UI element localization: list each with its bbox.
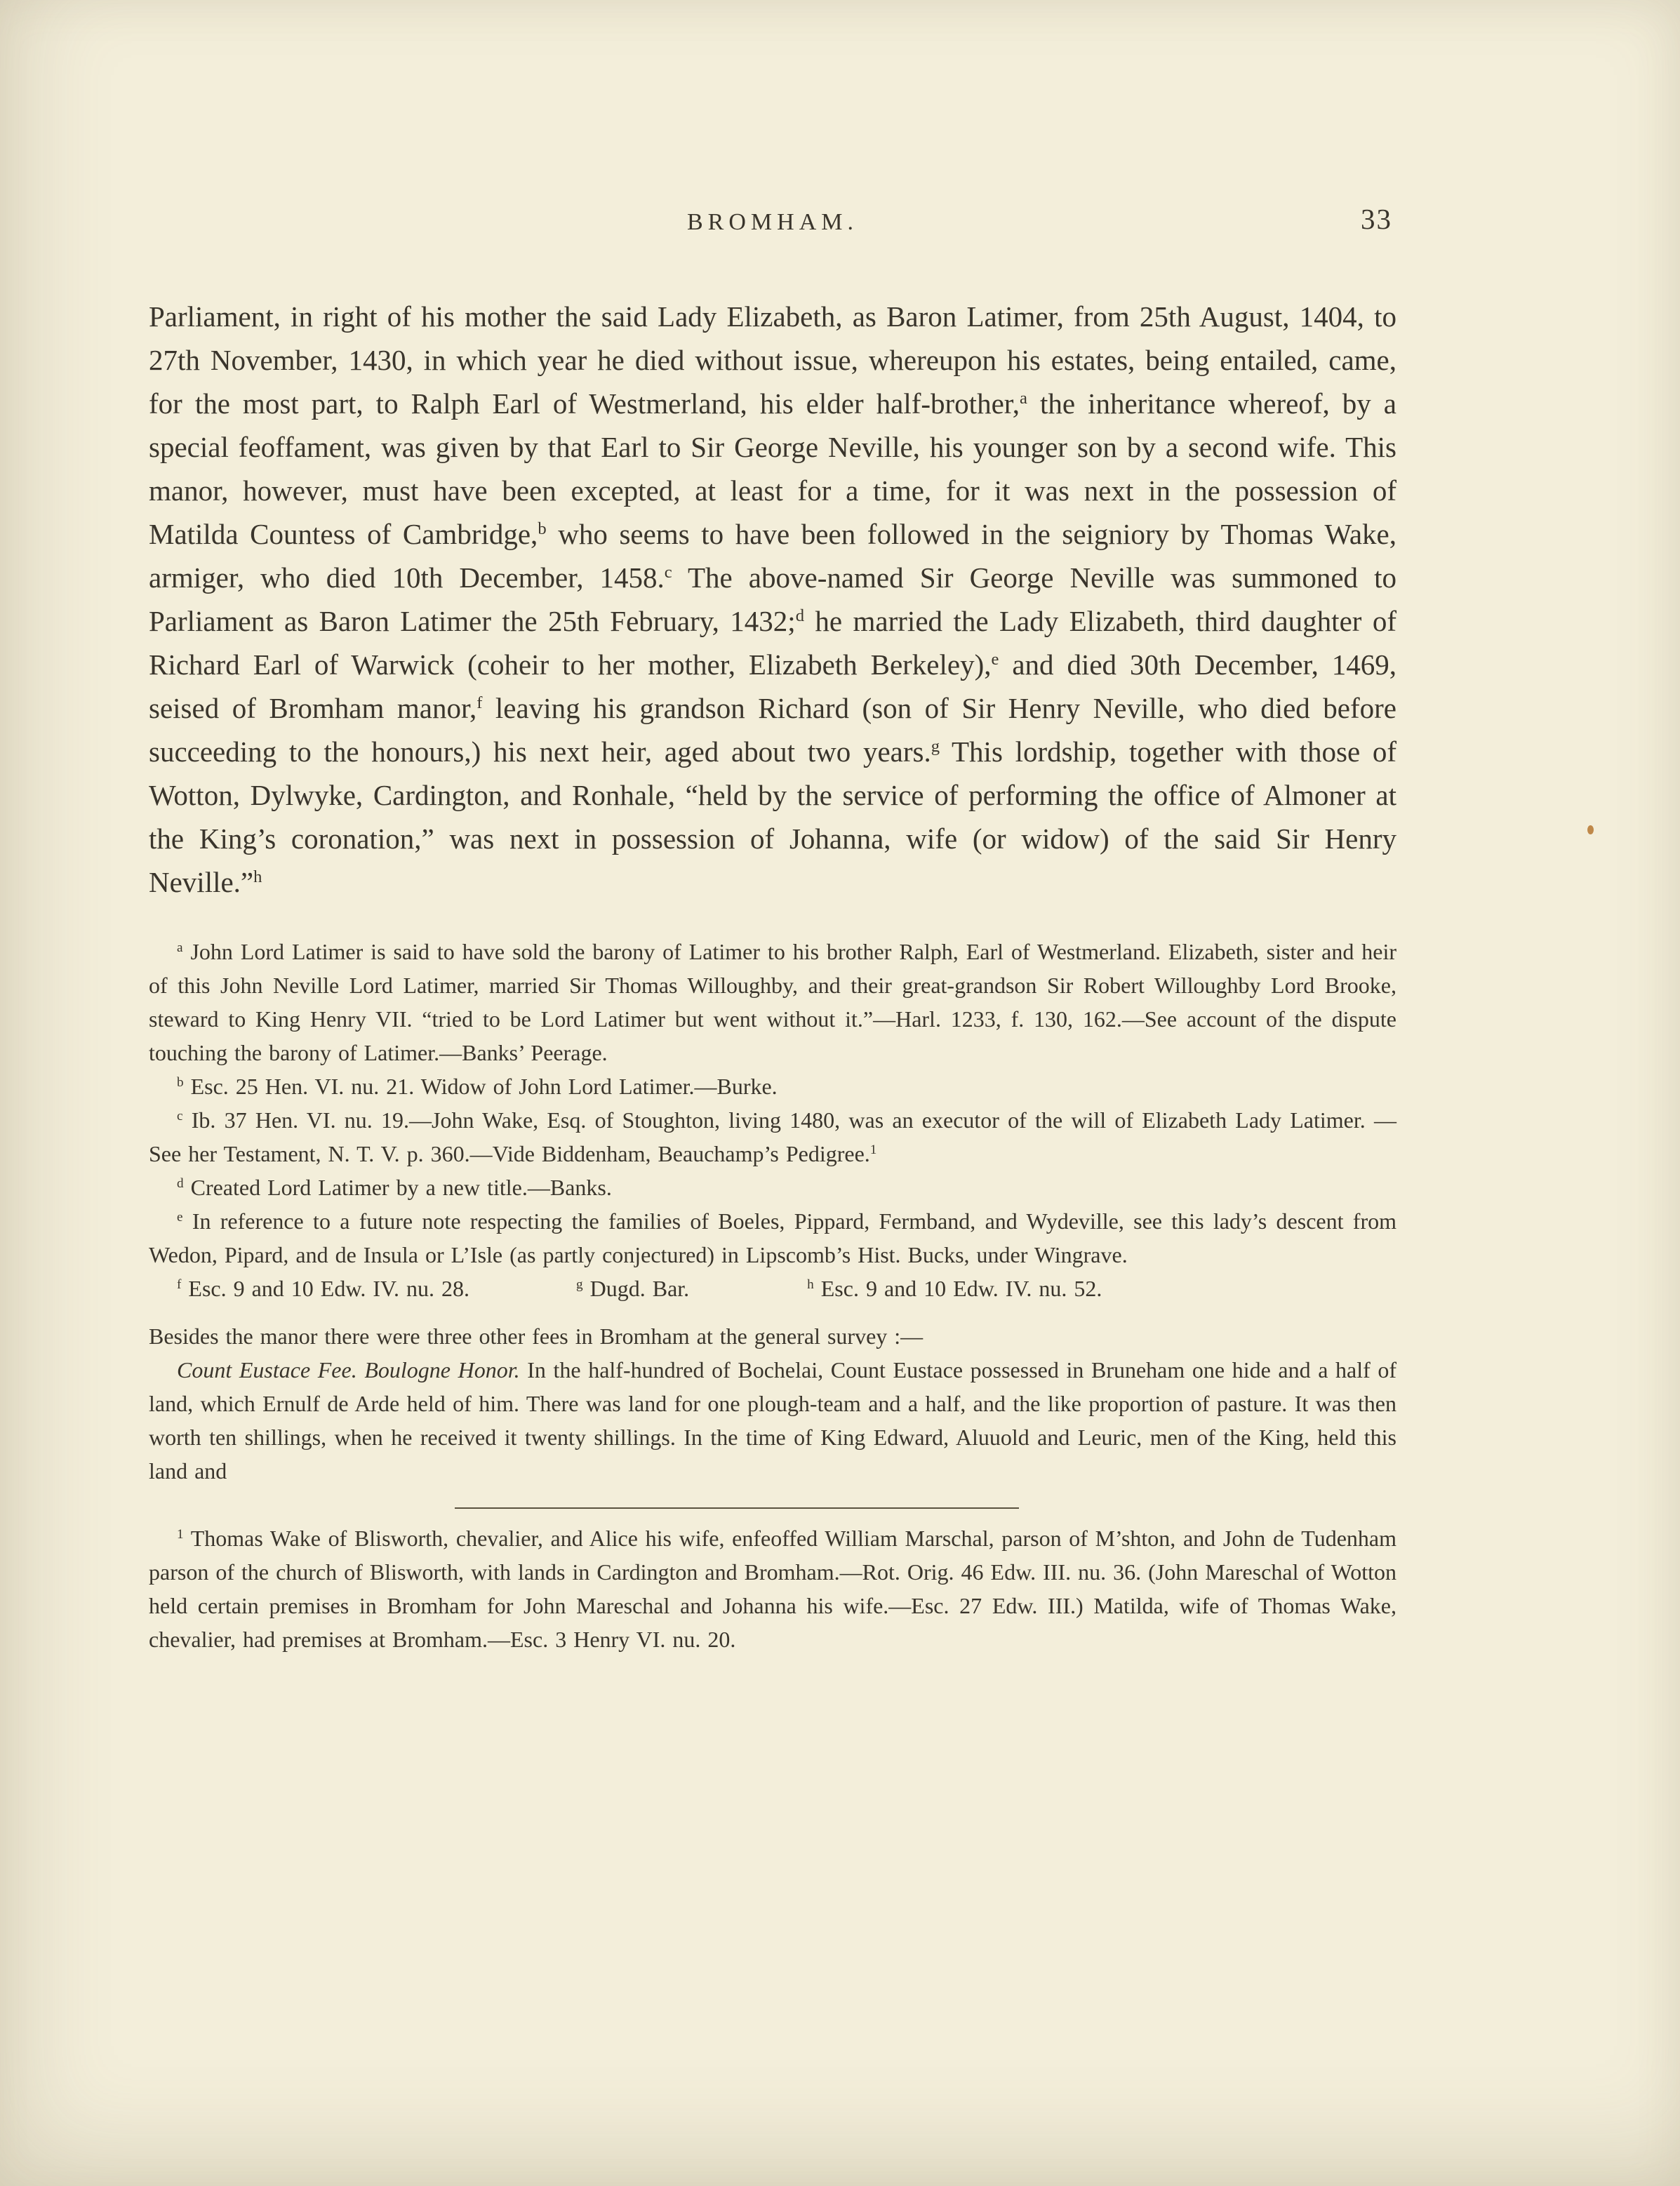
paper-speck	[1587, 825, 1594, 834]
footnote-b: $^b$ Esc. 25 Hen. VI. nu. 21. Widow of John Lord Latimer.—Burke.	[177, 1074, 778, 1099]
footnote-c: $^c$ Ib. 37 Hen. VI. nu. 19.—John Wake, Esq. of Stoughton, living 1480, was an executor of the will of Elizabeth Lady Latimer. — See her Testament, N. T. V. p. 360.—Vide Biddenham, Beauchamp’s Pedigree.$^1$	[149, 1107, 1396, 1166]
page-header-row	[149, 203, 1396, 254]
bottom-footnote: $^1$ Thomas Wake of Blisworth, chevalier, and Alice his wife, enfeoffed William Marschal, parson of M’shton, and John de Tudenham parson of the church of Blisworth, with lands in Cardington and Bromham.—Rot. Orig. 46 Edw. III. nu. 36. (John Mareschal of Wotton held certain premises in Bromham for John Mareschal and Johanna his wife.—Esc. 27 Edw. III.) Matilda, wife of Thomas Wake, chevalier, had premises at Bromham.—Esc. 3 Henry VI. nu. 20.	[149, 1526, 1396, 1652]
footnote-h: $^h$ Esc. 9 and 10 Edw. IV. nu. 52.	[807, 1276, 1102, 1301]
footnote-a: $^a$ John Lord Latimer is said to have sold the barony of Latimer to his brother Ralph, Earl of Westmerland. Elizabeth, sister and heir of this John Neville Lord Latimer, married Sir Thomas Willoughby, and their great-grandson Sir Robert Willoughby Lord Brooke, steward to King Henry VII. “tried to be Lord Latimer but went without it.”—Harl. 1233, f. 130, 162.—See account of the dispute touching the barony of Latimer.—Banks’ Peerage.	[149, 939, 1396, 1065]
footnote-e: $^e$ In reference to a future note respecting the families of Boeles, Pippard, Fermband, and Wydeville, see this lady’s descent from Wedon, Pipard, and de Insula or L’Isle (as partly conjectured) in Lipscomb’s Hist. Bucks, under Wingrave.	[149, 1208, 1396, 1267]
footnote-d: $^d$ Created Lord Latimer by a new title.—Banks.	[177, 1175, 612, 1200]
footnote-f: $^f$ Esc. 9 and 10 Edw. IV. nu. 28.	[177, 1276, 470, 1301]
page-content	[149, 203, 1397, 1656]
footnote-separator-rule	[455, 1507, 1019, 1509]
running-head: BROMHAM.	[687, 209, 858, 235]
footnote-g: $^g$ Dugd. Bar.	[576, 1276, 690, 1301]
footnote-fgh-row	[149, 1272, 1396, 1305]
survey-intro: Besides the manor there were three other fees in Bromham at the general survey :—	[149, 1324, 924, 1349]
footnotes-section	[149, 935, 1396, 1305]
main-paragraph: Parliament, in right of his mother the said Lady Elizabeth, as Baron Latimer, from 25th August, 1404, to 27th November, 1430, in which year he died without issue, whereupon his estates, being entailed, came, for the most part, to Ralph Earl of Westmerland, his elder half-brother,$^a$ the inheritance whereof, by a special feoffament, was given by that Earl to Sir George Neville, his younger son by a second wife. This manor, however, must have been excepted, at least for a time, for it was next in the possession of Matilda Countess of Cambridge,$^b$ who seems to have been followed in the seigniory by Thomas Wake, armiger, who died 10th December, 1458.$^c$ The above-named Sir George Neville was summoned to Parliament as Baron Latimer the 25th February, 1432;$^d$ he married the Lady Elizabeth, third daughter of Richard Earl of Warwick (coheir to her mother, Elizabeth Berkeley),$^e$ and died 30th December, 1469, seised of Bromham manor,$^f$ leaving his grandson Richard (son of Sir Henry Neville, who died before succeeding to the honours,) his next heir, aged about two years.$^g$ This lordship, together with those of Wotton, Dylwyke, Cardington, and Ronhale, “held by the service of performing the office of Almoner at the King’s coronation,” was next in possession of Johanna, wife (or widow) of the said Sir Henry Neville.”$^h$	[149, 300, 1397, 898]
page-number: 33	[1361, 203, 1392, 235]
survey-paragraph: Count Eustace Fee. Boulogne Honor. In the half-hundred of Bochelai, Count Eustace possessed in Bruneham one hide and a half of land, which Ernulf de Arde held of him. There was land for one plough-team and a half, and the like proportion of pasture. It was then worth ten shillings, when he received it twenty shillings. In the time of King Edward, Aluuold and Leuric, men of the King, held this land and	[149, 1357, 1397, 1484]
